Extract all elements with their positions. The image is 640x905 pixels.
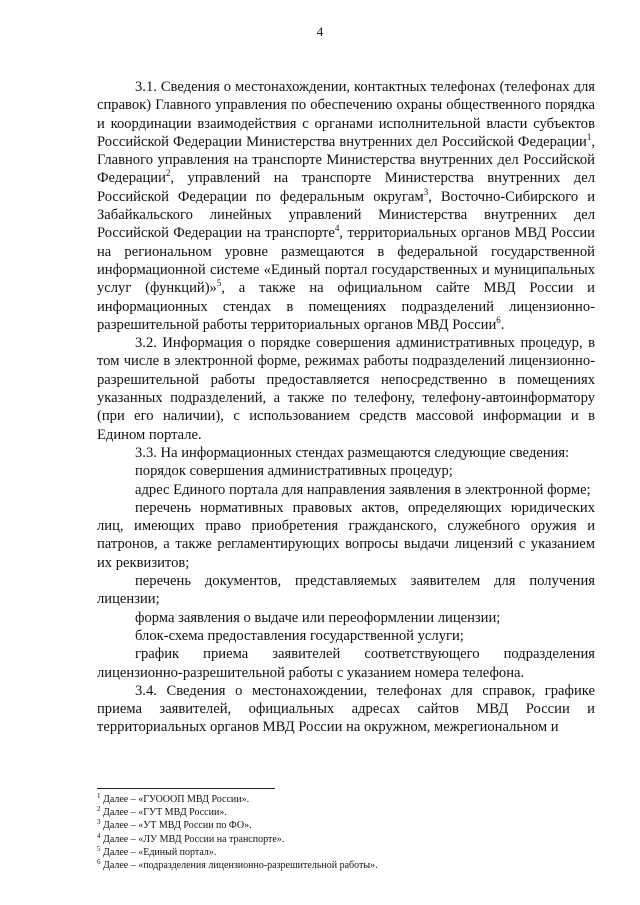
footnote-mark: 5 xyxy=(97,844,101,853)
footnote-mark: 3 xyxy=(97,818,101,827)
footnote-mark: 4 xyxy=(97,831,101,840)
footnote xyxy=(97,833,595,846)
footnotes xyxy=(97,793,595,872)
footnote xyxy=(97,806,595,819)
body-text xyxy=(97,78,595,737)
paragraph-text: , территориальных органов МВД России на региональном уровне размещаются в федеральной государственной информационной системе «Единый портал государственных и муниципальных услуг (функций)» xyxy=(97,225,595,297)
paragraph-text: , а также на официальном сайте МВД России и информационных стендах в помещениях подразделений лицензионно-разрешительной работы территориальных органов МВД России xyxy=(97,280,595,333)
list-item: форма заявления о выдаче или переоформлении лицензии; xyxy=(135,609,501,626)
footnote-ref: 1 xyxy=(586,131,592,142)
list-item: адрес Единого портала для направления заявления в электронной форме; xyxy=(135,481,591,498)
footnote xyxy=(97,846,595,859)
footnote xyxy=(97,819,595,832)
paragraph-3-4: 3.4. Сведения о местонахождении, телефонах для справок, графике приема заявителей, официальных адресах сайтов МВД России и территориальных органов МВД России на окружном, межрегиональном и xyxy=(97,682,595,736)
footnote-ref: 4 xyxy=(334,223,340,234)
footnote-text: Далее – «Единый портал». xyxy=(103,846,217,858)
paragraph-3-3: 3.3. На информационных стендах размещаются следующие сведения: xyxy=(135,444,570,461)
footnote xyxy=(97,859,595,872)
paragraph-text: , Главного управления на транспорте Министерства внутренних дел Российской Федерации xyxy=(97,133,595,187)
paragraph-3-1 xyxy=(97,78,595,334)
footnote-ref: 6 xyxy=(496,314,501,325)
footnote-mark: 6 xyxy=(97,858,101,867)
list-item: перечень документов, представляемых заявителем для получения лицензии; xyxy=(97,573,595,608)
footnote-mark: 1 xyxy=(97,792,101,800)
footnote-text: Далее – «ГУОООП МВД России». xyxy=(103,794,250,805)
list-item: график приема заявителей соответствующего подразделения лицензионно-разрешительной работы с указанием номера телефона. xyxy=(97,646,595,681)
footnote-divider xyxy=(97,788,275,789)
list-item: порядок совершения административных процедур; xyxy=(135,463,453,480)
footnote-text: Далее – «ЛУ МВД России на транспорте». xyxy=(103,833,285,845)
footnote xyxy=(97,793,595,806)
footnote-mark: 2 xyxy=(97,805,101,814)
paragraph-text: , Восточно-Сибирского и Забайкальского линейных управлений Министерства внутренних дел Российской Федерации на транспорте xyxy=(97,188,595,242)
footnote-ref: 5 xyxy=(216,278,222,289)
paragraph-text: . xyxy=(500,316,505,333)
page-number: 4 xyxy=(316,24,324,39)
footnote-text: Далее – «УТ МВД России по ФО». xyxy=(103,820,252,832)
paragraph-text: 3.1. Сведения о местонахождении, контактных телефонах (телефонах для справок) Главного управления по обеспечению охраны общественного порядка и координации взаимодействия с органами исполнительной власти субъектов Российской Федерации Министерства внутренних дел Российской Федерации xyxy=(97,79,595,150)
footnote-ref: 2 xyxy=(165,168,171,179)
paragraph-3-2: 3.2. Информация о порядке совершения административных процедур, в том числе в электронной форме, режимах работы подразделений лицензионно-разрешительной работы предоставляется непосредственно в помещениях указанных подразделений, а также по телефону, телефону-автоинформатору (при его наличии), с использованием средств массовой информации и в Едином портале. xyxy=(97,335,595,443)
footnote-ref: 3 xyxy=(423,186,429,197)
footnote-text: Далее – «ГУТ МВД России». xyxy=(103,807,227,819)
paragraph-text: , управлений на транспорте Министерства внутренних дел Российской Федерации по федеральным округам xyxy=(97,170,595,205)
list-item: блок-схема предоставления государственной услуги; xyxy=(135,627,464,644)
list-item: перечень нормативных правовых актов, определяющих юридических лиц, имеющих право приобретения гражданского, служебного оружия и патронов, а также регламентирующих вопросы выдачи лицензий с указанием их реквизитов; xyxy=(97,499,595,571)
footnote-text: Далее – «подразделения лицензионно-разрешительной работы». xyxy=(103,860,378,872)
